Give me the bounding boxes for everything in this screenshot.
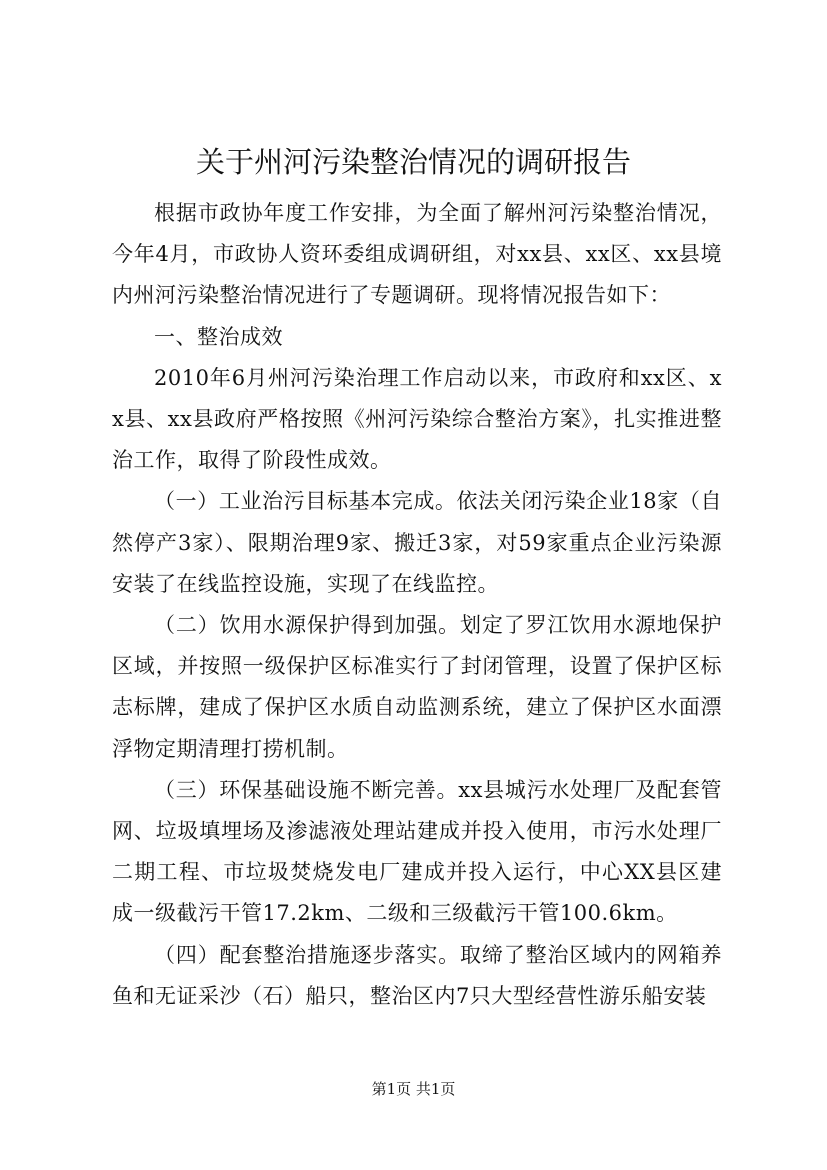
document-title: 关于州河污染整治情况的调研报告 [195, 145, 631, 179]
section-heading: 一、整治成效 [154, 324, 283, 349]
paragraph-item-4: （四）配套整治措施逐步落实。取缔了整治区域内的网箱养鱼和无证采沙（石）船只，整治区内7只大型经营性游乐船安装 [112, 942, 722, 1008]
page-footer: 第1页 共1页 [371, 1080, 456, 1098]
paragraph-intro: 根据市政协年度工作安排，为全面了解州河污染整治情况，今年4月，市政协人资环委组成调研组，对xx县、xx区、xx县境内州河污染整治情况进行了专题调研。现将情况报告如下： [112, 201, 722, 308]
document-body [112, 193, 722, 1017]
paragraph-item-3: （三）环保基础设施不断完善。xx县城污水处理厂及配套管网、垃圾填埋场及渗滤液处理站建成并投入使用，市污水处理厂二期工程、市垃圾焚烧发电厂建成并投入运行，中心XX县区建成一级截污干管17.2km、二级和三级截污干管100.6km。 [112, 777, 722, 926]
paragraph-item-1: （一）工业治污目标基本完成。依法关闭污染企业18家（自然停产3家）、限期治理9家、搬迁3家，对59家重点企业污染源安装了在线监控设施，实现了在线监控。 [112, 489, 722, 596]
paragraph-overview: 2010年6月州河污染治理工作启动以来，市政府和xx区、xx县、xx县政府严格按照《州河污染综合整治方案》，扎实推进整治工作，取得了阶段性成效。 [112, 365, 722, 473]
paragraph-item-2: （二）饮用水源保护得到加强。划定了罗江饮用水源地保护区域，并按照一级保护区标准实行了封闭管理，设置了保护区标志标牌，建成了保护区水质自动监测系统，建立了保护区水面漂浮物定期清理打捞机制。 [112, 613, 722, 761]
